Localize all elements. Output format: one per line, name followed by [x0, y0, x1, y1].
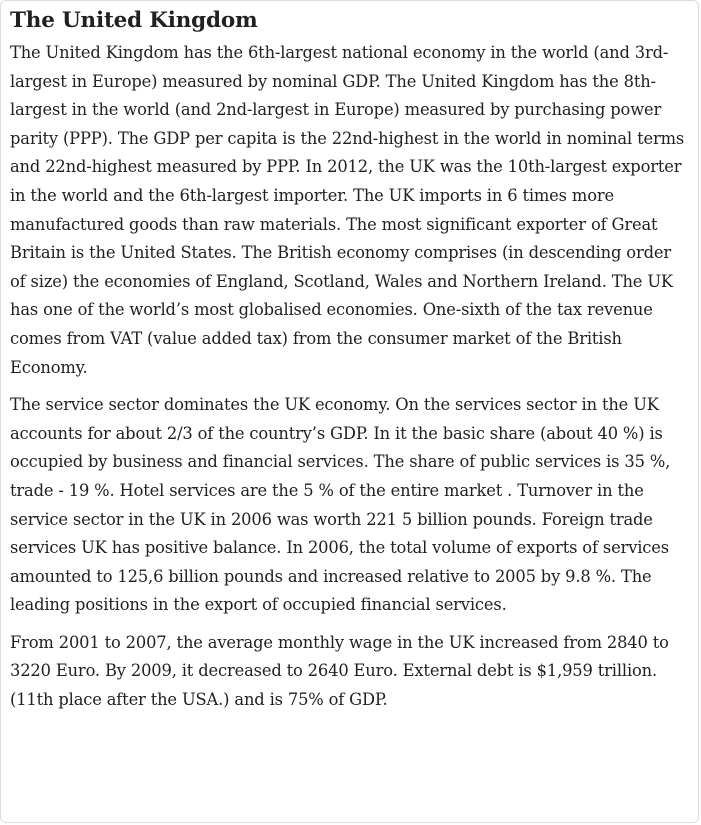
paragraph-service-sector: The service sector dominates the UK economy. On the services sector in the UK accounts for about 2/3 of the country’s GDP. In it the basic share (about 40 %) is occupied by business and financial services. The share of public services is 35 %, trade - 19 %. Hotel services are the 5 % of the entire market . Turnover in the service sector in the UK in 2006 was worth 221 5 billion pounds. Foreign trade services UK has positive balance. In 2006, the total volume of exports of services amounted to 125,6 billion pounds and increased relative to 2005 by 9.8 %. The leading positions in the export of occupied financial services. — [10, 395, 671, 615]
paragraph-economy-overview: The United Kingdom has the 6th-largest national economy in the world (and 3rd-largest in Europe) measured by nominal GDP. The United Kingdom has the 8th-largest in the world (and 2nd-largest in Europe) measured by purchasing power parity (PPP). The GDP per capita is the 22nd-highest in the world in nominal terms and 22nd-highest measured by PPP. In 2012, the UK was the 10th-largest exporter in the world and the 6th-largest importer. The UK imports in 6 times more manufactured goods than raw materials. The most significant exporter of Great Britain is the United States. The British economy comprises (in descending order of size) the economies of England, Scotland, Wales and Northern Ireland. The UK has one of the world’s most globalised economies. One-sixth of the tax revenue comes from VAT (value added tax) from the consumer market of the British Economy. — [10, 43, 685, 377]
article-title: The United Kingdom — [10, 8, 258, 33]
paragraph-wages-debt: From 2001 to 2007, the average monthly wage in the UK increased from 2840 to 3220 Euro. By 2009, it decreased to 2640 Euro. External debt is $1,959 trillion. (11th place after the USA.) and is 75% of GDP. — [10, 632, 669, 710]
